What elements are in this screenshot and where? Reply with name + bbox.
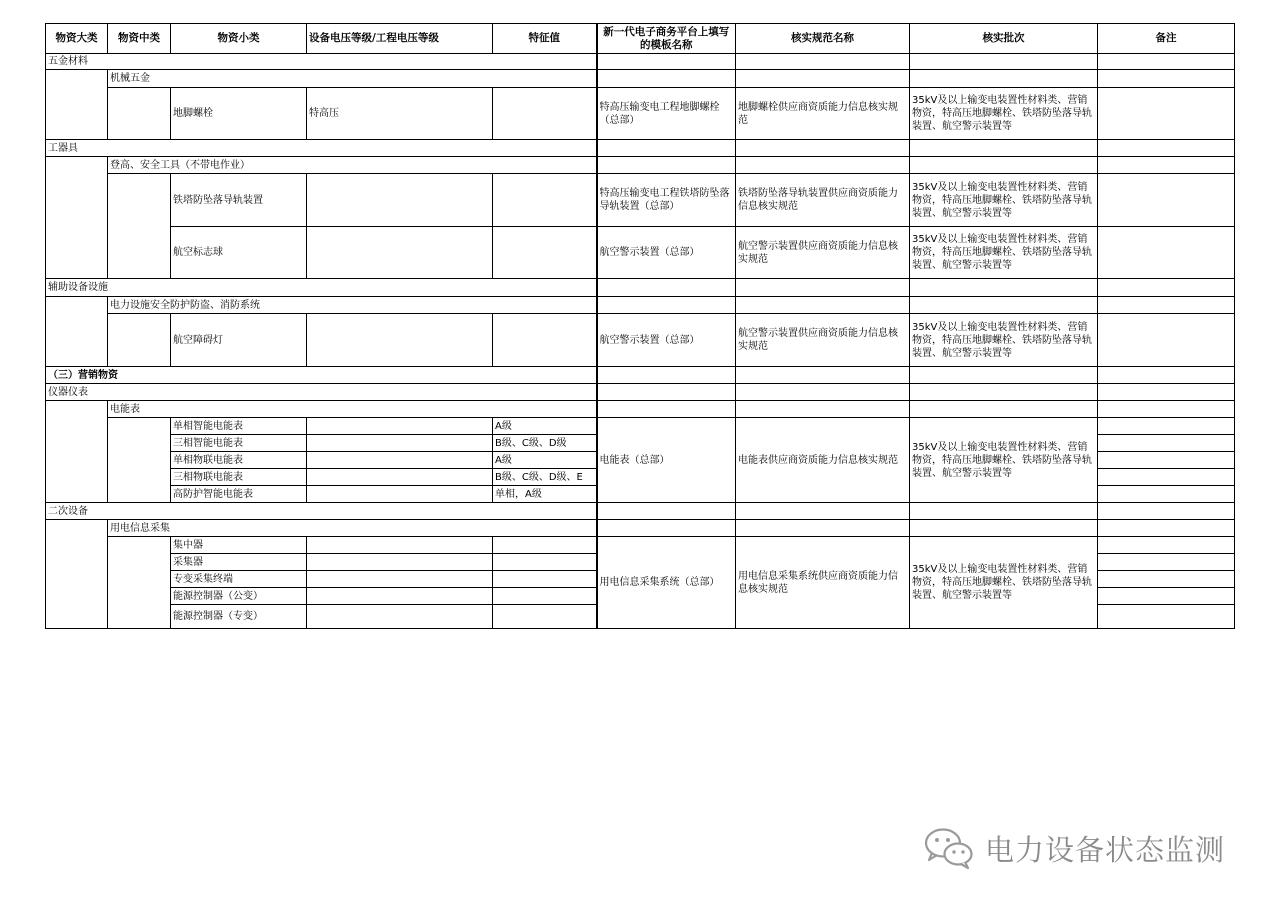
batch-text: 35kV及以上输变电装置性材料类、营销物资，特高压地脚螺栓、铁塔防坠落导轨装置、航空警示装置等 (910, 88, 1098, 140)
item-name: 集中器 (171, 537, 307, 554)
empty-cell (46, 70, 108, 140)
empty-cell (1098, 367, 1235, 384)
template-name: 特高压输变电工程地脚螺栓（总部） (597, 88, 736, 140)
item-name: 高防护智能电能表 (171, 486, 307, 503)
watermark (923, 826, 1225, 870)
empty-cell (1098, 70, 1235, 88)
section-hardware: 五金材料 (46, 54, 597, 70)
empty-cell (493, 174, 597, 227)
spec-name: 航空警示装置供应商资质能力信息核实规范 (736, 227, 910, 279)
empty-cell (736, 520, 910, 537)
empty-cell (307, 537, 493, 554)
empty-cell (307, 452, 493, 469)
empty-cell (736, 54, 910, 70)
empty-cell (1098, 554, 1235, 571)
template-name: 特高压输变电工程铁塔防坠落导轨装置（总部） (597, 174, 736, 227)
spec-name: 航空警示装置供应商资质能力信息核实规范 (736, 314, 910, 367)
empty-cell (1098, 605, 1235, 629)
empty-cell (493, 314, 597, 367)
empty-cell (597, 279, 736, 297)
empty-cell (597, 297, 736, 314)
empty-cell (307, 571, 493, 588)
empty-cell (910, 157, 1098, 174)
empty-cell (736, 279, 910, 297)
feature-value: A级 (493, 452, 597, 469)
empty-cell (307, 314, 493, 367)
empty-cell (307, 469, 493, 486)
table-row (46, 314, 1235, 367)
header-sub-category: 物资小类 (171, 24, 307, 54)
batch-text: 35kV及以上输变电装置性材料类、营销物资，特高压地脚螺栓、铁塔防坠落导轨装置、航空警示装置等 (910, 174, 1098, 227)
empty-cell (1098, 140, 1235, 157)
empty-cell (910, 140, 1098, 157)
table-row (46, 418, 1235, 435)
empty-cell (597, 54, 736, 70)
empty-cell (46, 297, 108, 367)
empty-cell (493, 88, 597, 140)
empty-cell (1098, 571, 1235, 588)
empty-cell (307, 605, 493, 629)
empty-cell (736, 297, 910, 314)
section-marketing-materials: （三）营销物资 (46, 367, 597, 384)
empty-cell (910, 70, 1098, 88)
empty-cell (307, 174, 493, 227)
empty-cell (597, 140, 736, 157)
empty-cell (736, 503, 910, 520)
empty-cell (736, 157, 910, 174)
empty-cell (910, 279, 1098, 297)
empty-cell (736, 140, 910, 157)
feature-value: A级 (493, 418, 597, 435)
table-row (46, 88, 1235, 140)
template-name: 电能表（总部） (597, 418, 736, 503)
section-auxiliary-facilities: 辅助设备设施 (46, 279, 597, 297)
empty-cell (1098, 452, 1235, 469)
empty-cell (1098, 401, 1235, 418)
section-electricity-info-collection: 用电信息采集 (108, 520, 597, 537)
empty-cell (736, 384, 910, 401)
template-name: 航空警示装置（总部） (597, 314, 736, 367)
empty-cell (597, 70, 736, 88)
empty-cell (1098, 174, 1235, 227)
item-name: 能源控制器（公变） (171, 588, 307, 605)
empty-cell (910, 384, 1098, 401)
template-name: 航空警示装置（总部） (597, 227, 736, 279)
spec-name: 用电信息采集系统供应商资质能力信息核实规范 (736, 537, 910, 629)
table-row (46, 174, 1235, 227)
empty-cell (1098, 486, 1235, 503)
item-name: 地脚螺栓 (171, 88, 307, 140)
section-mechanical-hardware: 机械五金 (108, 70, 597, 88)
item-name: 铁塔防坠落导轨装置 (171, 174, 307, 227)
empty-cell (1098, 54, 1235, 70)
empty-cell (1098, 503, 1235, 520)
empty-cell (108, 314, 171, 367)
spec-name: 地脚螺栓供应商资质能力信息核实规范 (736, 88, 910, 140)
empty-cell (46, 520, 108, 629)
section-power-facility-security: 电力设施安全防护防盗、消防系统 (108, 297, 597, 314)
empty-cell (46, 401, 108, 503)
feature-value: B级、C级、D级 (493, 435, 597, 452)
empty-cell (307, 227, 493, 279)
table-row (46, 537, 1235, 554)
empty-cell (1098, 314, 1235, 367)
spec-name: 铁塔防坠落导轨装置供应商资质能力信息核实规范 (736, 174, 910, 227)
empty-cell (736, 401, 910, 418)
header-mid-category: 物资中类 (108, 24, 171, 54)
empty-cell (736, 70, 910, 88)
section-instruments: 仪器仪表 (46, 384, 597, 401)
empty-cell (1098, 469, 1235, 486)
empty-cell (597, 384, 736, 401)
empty-cell (910, 297, 1098, 314)
batch-text: 35kV及以上输变电装置性材料类、营销物资，特高压地脚螺栓、铁塔防坠落导轨装置、航空警示装置等 (910, 227, 1098, 279)
empty-cell (307, 418, 493, 435)
empty-cell (307, 435, 493, 452)
item-name: 三相物联电能表 (171, 469, 307, 486)
empty-cell (1098, 520, 1235, 537)
material-verification-table (45, 23, 1235, 629)
empty-cell (910, 54, 1098, 70)
item-name: 专变采集终端 (171, 571, 307, 588)
batch-text: 35kV及以上输变电装置性材料类、营销物资，特高压地脚螺栓、铁塔防坠落导轨装置、航空警示装置等 (910, 418, 1098, 503)
empty-cell (1098, 537, 1235, 554)
empty-cell (307, 554, 493, 571)
item-name: 三相智能电能表 (171, 435, 307, 452)
empty-cell (1098, 157, 1235, 174)
header-batch: 核实批次 (910, 24, 1098, 54)
wechat-icon (923, 826, 975, 870)
empty-cell (1098, 384, 1235, 401)
empty-cell (910, 503, 1098, 520)
empty-cell (597, 520, 736, 537)
item-name: 能源控制器（专变） (171, 605, 307, 629)
empty-cell (910, 520, 1098, 537)
header-remarks: 备注 (1098, 24, 1235, 54)
item-name: 单相智能电能表 (171, 418, 307, 435)
empty-cell (108, 537, 171, 629)
empty-cell (597, 157, 736, 174)
empty-cell (1098, 227, 1235, 279)
empty-cell (108, 174, 171, 279)
header-feature-value: 特征值 (493, 24, 597, 54)
voltage-value: 特高压 (307, 88, 493, 140)
section-climbing-safety-tools: 登高、安全工具（不带电作业） (108, 157, 597, 174)
empty-cell (493, 554, 597, 571)
header-row (46, 24, 1235, 54)
feature-value: 单相，A级 (493, 486, 597, 503)
watermark-text: 电力设备状态监测 (985, 832, 1226, 867)
empty-cell (493, 227, 597, 279)
empty-cell (1098, 418, 1235, 435)
empty-cell (1098, 588, 1235, 605)
header-major-category: 物资大类 (46, 24, 108, 54)
spec-name: 电能表供应商资质能力信息核实规范 (736, 418, 910, 503)
section-secondary-equipment: 二次设备 (46, 503, 597, 520)
batch-text: 35kV及以上输变电装置性材料类、营销物资，特高压地脚螺栓、铁塔防坠落导轨装置、航空警示装置等 (910, 314, 1098, 367)
template-name: 用电信息采集系统（总部） (597, 537, 736, 629)
empty-cell (493, 605, 597, 629)
empty-cell (493, 537, 597, 554)
feature-value: B级、C级、D级、E (493, 469, 597, 486)
empty-cell (597, 503, 736, 520)
empty-cell (1098, 279, 1235, 297)
empty-cell (307, 588, 493, 605)
item-name: 航空障碍灯 (171, 314, 307, 367)
header-spec-name: 核实规范名称 (736, 24, 910, 54)
empty-cell (108, 88, 171, 140)
empty-cell (1098, 88, 1235, 140)
header-voltage-level: 设备电压等级/工程电压等级 (307, 24, 493, 54)
empty-cell (1098, 297, 1235, 314)
empty-cell (736, 367, 910, 384)
header-template-name: 新一代电子商务平台上填写的模板名称 (597, 24, 736, 54)
empty-cell (46, 157, 108, 279)
empty-cell (910, 401, 1098, 418)
empty-cell (597, 401, 736, 418)
empty-cell (910, 367, 1098, 384)
empty-cell (493, 571, 597, 588)
empty-cell (307, 486, 493, 503)
empty-cell (108, 418, 171, 503)
table-row (46, 227, 1235, 279)
item-name: 航空标志球 (171, 227, 307, 279)
empty-cell (597, 367, 736, 384)
item-name: 采集器 (171, 554, 307, 571)
section-energy-meter: 电能表 (108, 401, 597, 418)
empty-cell (493, 588, 597, 605)
section-tools: 工器具 (46, 140, 597, 157)
batch-text: 35kV及以上输变电装置性材料类、营销物资，特高压地脚螺栓、铁塔防坠落导轨装置、航空警示装置等 (910, 537, 1098, 629)
empty-cell (1098, 435, 1235, 452)
item-name: 单相物联电能表 (171, 452, 307, 469)
